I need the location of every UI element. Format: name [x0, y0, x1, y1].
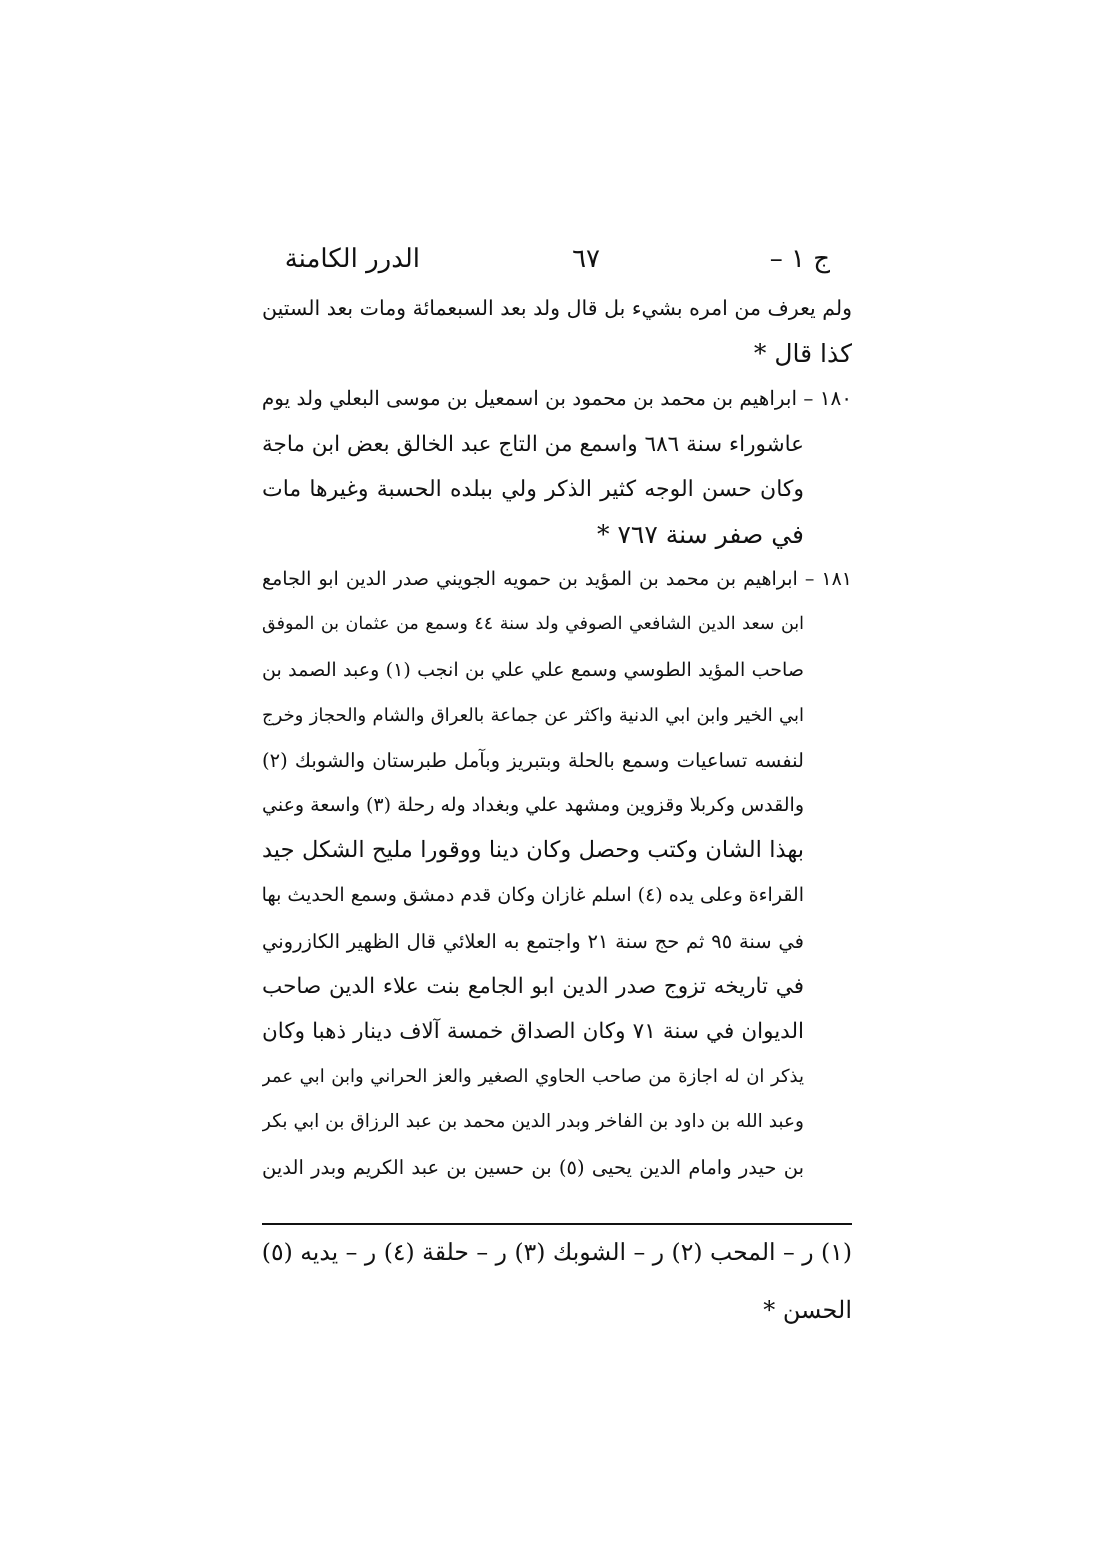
text-line: كذا قال * [753, 339, 852, 369]
text-line: ولم يعرف من امره بشيء بل قال ولد بعد السبعمائة ومات بعد الستين [262, 296, 852, 320]
text-line: الديوان في سنة ٧١ وكان الصداق خمسة آلاف دينار ذهبا وكان [262, 1019, 804, 1044]
footnote-divider [262, 1223, 852, 1225]
text-line: لنفسه تساعيات وسمع بالحلة وبتبريز وبآمل طبرستان والشوبك (٢) [262, 748, 804, 772]
text-line: عاشوراء سنة ٦٨٦ واسمع من التاج عبد الخالق بعض ابن ماجة [262, 431, 804, 457]
entry-180-heading: ١٨٠ – ابراهيم بن محمد بن محمود بن اسمعيل بن موسى البعلي ولد يوم [262, 386, 852, 411]
page-number: ٦٧ [572, 244, 600, 274]
text-line: في تاريخه تزوج صدر الدين ابو الجامع بنت علاء الدين صاحب [262, 973, 804, 999]
text-line: وعبد الله بن داود بن الفاخر وبدر الدين محمد بن عبد الرزاق بن ابي بكر [262, 1111, 804, 1133]
volume-label: ج ١ – [769, 244, 830, 274]
text-line: والقدس وكربلا وقزوين ومشهد علي وبغداد وله رحلة (٣) واسعة وعني [262, 794, 804, 817]
text-line: في صفر سنة ٧٦٧ * [597, 519, 804, 549]
text-line: في سنة ٩٥ ثم حج سنة ٢١ واجتمع به العلائي قال الظهير الكازروني [262, 929, 804, 953]
text-line: القراءة وعلى يده (٤) اسلم غازان وكان قدم دمشق وسمع الحديث بها [262, 884, 804, 907]
footnotes [262, 1232, 852, 1330]
book-title: الدرر الكامنة [284, 244, 420, 274]
text-line: ابي الخير وابن ابي الدنية واكثر عن جماعة بالعراق والشام والحجاز وخرج [262, 704, 804, 726]
footnote-continuation: الحسن * [763, 1296, 852, 1324]
footnote-line: (١) ر – المحب (٢) ر – الشوبك (٣) ر – حلقة (٤) ر – يديه (٥) [261, 1238, 852, 1266]
text-line: يذكر ان له اجازة من صاحب الحاوي الصغير والعز الحراني وابن ابي عمر [262, 1066, 804, 1088]
text-line: بهذا الشان وكتب وحصل وكان دينا ووقورا مليح الشكل جيد [262, 837, 804, 864]
text-line: ابن سعد الدين الشافعي الصوفي ولد سنة ٤٤ وسمع من عثمان بن الموفق [262, 614, 804, 635]
entry-181-heading: ١٨١ – ابراهيم بن محمد بن المؤيد بن حمويه الجويني صدر الدين ابو الجامع [262, 568, 852, 591]
text-line: بن حيدر وامام الدين يحيى (٥) بن حسين بن عبد الكريم وبدر الدين [262, 1155, 804, 1179]
page-header [284, 244, 830, 284]
text-line: صاحب المؤيد الطوسي وسمع علي علي بن انجب (١) وعبد الصمد بن [262, 658, 804, 681]
text-line: وكان حسن الوجه كثير الذكر ولي ببلده الحسبة وغيرها مات [262, 476, 804, 502]
main-text [262, 286, 852, 1190]
